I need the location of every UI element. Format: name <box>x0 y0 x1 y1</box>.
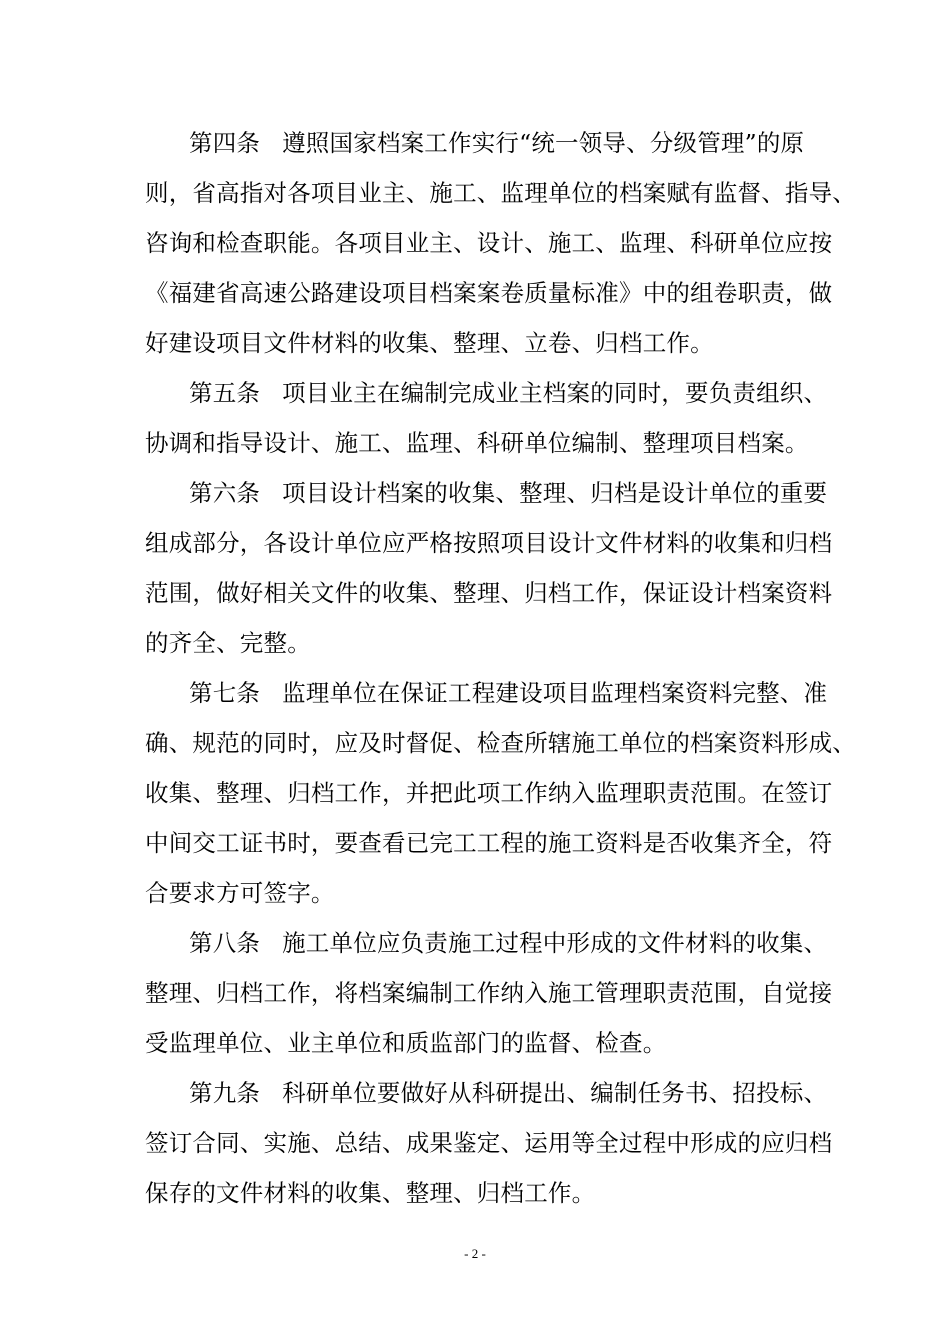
article-4-line-5: 好建设项目文件材料的收集、整理、立卷、归档工作。 <box>145 329 714 357</box>
article-6-line-2: 组成部分，各设计单位应严格按照项目设计文件材料的收集和归档 <box>145 529 833 557</box>
article-9-line-2: 签订合同、实施、总结、成果鉴定、运用等全过程中形成的应归档 <box>145 1129 833 1157</box>
article-6-line-4: 的齐全、完整。 <box>145 629 311 657</box>
article-9-line-1: 科研单位要做好从科研提出、编制任务书、招投标、 <box>282 1079 828 1107</box>
article-5-first-line <box>189 378 827 408</box>
article-8-heading: 第八条 <box>189 929 261 957</box>
article-6-heading: 第六条 <box>189 479 261 507</box>
article-4-line-1: 遵照国家档案工作实行“统一领导、分级管理”的原 <box>282 129 805 157</box>
article-7-line-5: 合要求方可签字。 <box>145 879 335 907</box>
article-6-line-3: 范围，做好相关文件的收集、整理、归档工作，保证设计档案资料 <box>145 579 833 607</box>
article-7-heading: 第七条 <box>189 679 261 707</box>
article-4-line-2: 则，省高指对各项目业主、施工、监理单位的档案赋有监督、指导、 <box>145 179 856 207</box>
page-number: - 2 - <box>464 1246 486 1261</box>
article-6-line-1: 项目设计档案的收集、整理、归档是设计单位的重要 <box>282 479 828 507</box>
article-7-line-2: 确、规范的同时，应及时督促、检查所辖施工单位的档案资料形成、 <box>145 729 856 757</box>
article-8-line-3: 受监理单位、业主单位和质监部门的监督、检查。 <box>145 1029 667 1057</box>
article-6-first-line <box>189 478 827 508</box>
article-7-first-line <box>189 678 827 708</box>
article-5-line-1: 项目业主在编制完成业主档案的同时，要负责组织、 <box>282 379 828 407</box>
article-4-line-4: 《福建省高速公路建设项目档案案卷质量标准》中的组卷职责，做 <box>145 279 833 307</box>
article-9-line-3: 保存的文件材料的收集、整理、归档工作。 <box>145 1179 596 1207</box>
article-8-line-2: 整理、归档工作，将档案编制工作纳入施工管理职责范围，自觉接 <box>145 979 833 1007</box>
article-4-line-3: 咨询和检查职能。各项目业主、设计、施工、监理、科研单位应按 <box>145 229 833 257</box>
article-4-heading: 第四条 <box>189 129 261 157</box>
article-7-line-4: 中间交工证书时，要查看已完工工程的施工资料是否收集齐全，符 <box>145 829 833 857</box>
article-8-first-line <box>189 928 827 958</box>
article-7-line-1: 监理单位在保证工程建设项目监理档案资料完整、准 <box>282 679 828 707</box>
article-9-first-line <box>189 1078 827 1108</box>
article-9-heading: 第九条 <box>189 1079 261 1107</box>
article-7-line-3: 收集、整理、归档工作，并把此项工作纳入监理职责范围。在签订 <box>145 779 833 807</box>
article-4-first-line <box>189 128 804 158</box>
article-8-line-1: 施工单位应负责施工过程中形成的文件材料的收集、 <box>282 929 828 957</box>
article-5-line-2: 协调和指导设计、施工、监理、科研单位编制、整理项目档案。 <box>145 429 809 457</box>
article-5-heading: 第五条 <box>189 379 261 407</box>
